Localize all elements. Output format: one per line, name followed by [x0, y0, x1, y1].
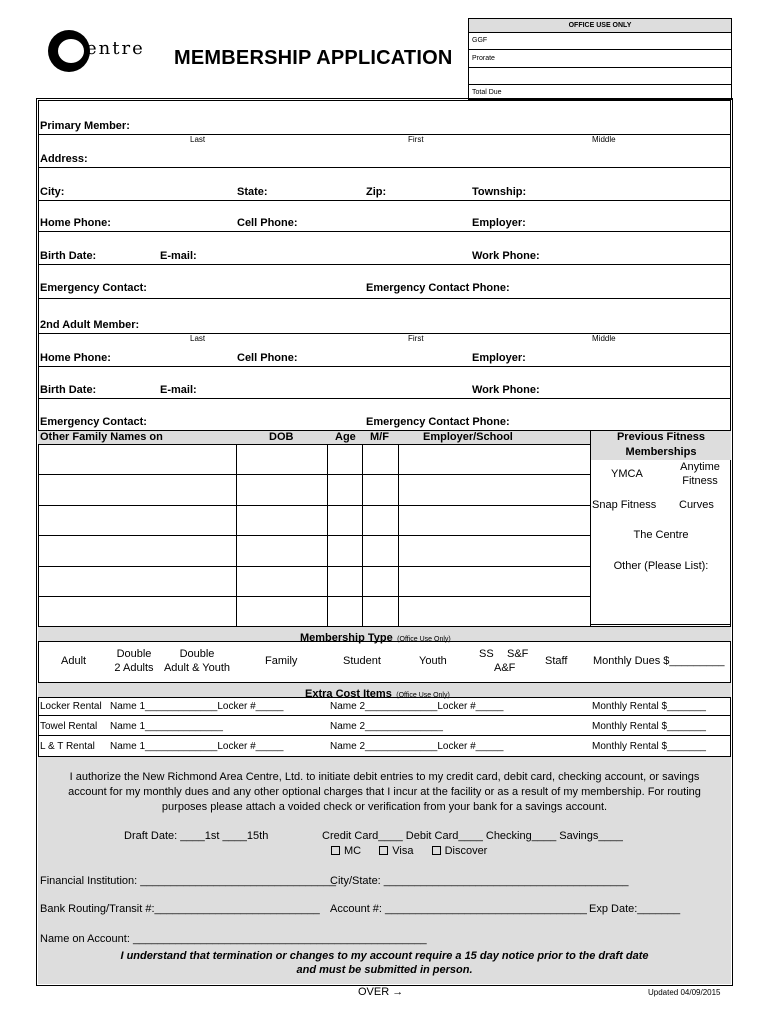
centre-logo — [48, 30, 158, 72]
card-types — [331, 845, 487, 857]
family-mf-header: M/F — [370, 431, 389, 443]
second-last-sub: Last — [190, 334, 206, 343]
mc-checkbox[interactable] — [331, 846, 340, 855]
visa-label: Visa — [392, 845, 414, 857]
auth-line-2: account for my monthly dues and any other optional charges that I incur at the facility or as a result of my membership. For routing — [68, 786, 701, 798]
family-dob-header: DOB — [269, 431, 294, 443]
name-on-account-field[interactable]: Name on Account: ________________________________________________ — [40, 933, 427, 945]
mem-double-2b[interactable]: Adult & Youth — [163, 662, 231, 674]
logo-c-mark — [48, 30, 90, 72]
office-row-blank[interactable] — [469, 68, 731, 85]
prev-other[interactable]: Other (Please List): — [613, 560, 709, 572]
previous-title-2: Memberships — [625, 446, 697, 458]
zip-label[interactable]: Zip: — [366, 186, 387, 198]
account-field[interactable]: Account #: _________________________________ — [330, 903, 587, 915]
office-use-heading: OFFICE USE ONLY — [469, 19, 731, 33]
membership-heading — [300, 628, 451, 646]
extra-note: (Office Use Only) — [396, 692, 450, 699]
draft-date[interactable]: Draft Date: ____1st ____15th — [124, 830, 269, 842]
membership-title: Membership Type — [300, 632, 393, 644]
exp-date-field[interactable]: Exp Date:_______ — [589, 903, 681, 915]
emergency-contact-label[interactable]: Emergency Contact: — [40, 282, 147, 294]
family-row[interactable] — [40, 476, 234, 504]
family-age-header: Age — [335, 431, 356, 443]
previous-title-1: Previous Fitness — [616, 431, 706, 443]
logo-text: entre — [86, 38, 145, 59]
mem-af[interactable]: A&F — [494, 662, 516, 674]
mem-student[interactable]: Student — [343, 655, 381, 667]
second-emergency-contact-label[interactable]: Emergency Contact: — [40, 416, 147, 428]
extra-type: Towel Rental — [40, 721, 98, 732]
mem-double-2a[interactable]: Double — [179, 648, 215, 660]
family-row[interactable] — [40, 568, 234, 595]
mem-sf[interactable]: S&F — [507, 648, 529, 660]
second-first-sub: First — [408, 334, 424, 343]
second-member-label[interactable]: 2nd Adult Member: — [40, 319, 140, 331]
over-label: OVER → — [358, 986, 404, 998]
payment-methods[interactable]: Credit Card____ Debit Card____ Checking____ Savings____ — [322, 830, 623, 842]
auth-line-3: purposes please attach a voided check or verification from your bank for a savings account. — [161, 801, 608, 813]
extra-name2[interactable]: Name 2_____________Locker #_____ — [330, 701, 504, 712]
mem-youth[interactable]: Youth — [419, 655, 447, 667]
notice-line-1: I understand that termination or changes to my account require a 15 day notice prior to the draft date — [120, 950, 649, 962]
second-emergency-phone-label[interactable]: Emergency Contact Phone: — [366, 416, 510, 428]
second-email-label[interactable]: E-mail: — [160, 384, 197, 396]
page-title: MEMBERSHIP APPLICATION — [174, 47, 453, 69]
mem-adult[interactable]: Adult — [61, 655, 87, 667]
mem-monthly-dues[interactable]: Monthly Dues $_________ — [593, 655, 725, 667]
discover-checkbox[interactable] — [432, 846, 441, 855]
prev-anytime-2[interactable]: Fitness — [682, 475, 718, 487]
second-work-phone-label[interactable]: Work Phone: — [472, 384, 540, 396]
updated-date: Updated 04/09/2015 — [648, 988, 721, 997]
cell-phone-label[interactable]: Cell Phone: — [237, 217, 298, 229]
mem-double-1b[interactable]: 2 Adults — [114, 662, 154, 674]
township-label[interactable]: Township: — [472, 186, 527, 198]
family-names-header: Other Family Names on — [40, 431, 163, 443]
mc-label: MC — [344, 845, 362, 857]
auth-line-1: I authorize the New Richmond Area Centre, Ltd. to initiate debit entries to my credit card, debit card, checking account, or savings — [69, 771, 700, 783]
primary-middle-sub: Middle — [592, 135, 616, 144]
employer-label[interactable]: Employer: — [472, 217, 526, 229]
second-employer-label[interactable]: Employer: — [472, 352, 526, 364]
financial-institution-field[interactable]: Financial Institution: ________________________________ — [40, 875, 337, 887]
family-row[interactable] — [40, 507, 234, 534]
prev-curves[interactable]: Curves — [679, 499, 714, 511]
prev-ymca[interactable]: YMCA — [611, 468, 643, 480]
office-row-ggf[interactable]: GGF — [469, 33, 731, 50]
mem-ss[interactable]: SS — [479, 648, 494, 660]
prev-centre[interactable]: The Centre — [633, 529, 689, 541]
membership-note: (Office Use Only) — [397, 636, 451, 643]
routing-field[interactable]: Bank Routing/Transit #:___________________________ — [40, 903, 320, 915]
office-row-total-due[interactable]: Total Due — [472, 89, 502, 96]
prev-snap[interactable]: Snap Fitness — [592, 499, 657, 511]
primary-first-sub: First — [408, 135, 424, 144]
work-phone-label[interactable]: Work Phone: — [472, 250, 540, 262]
birth-date-label[interactable]: Birth Date: — [40, 250, 97, 262]
extra-name2[interactable]: Name 2_____________Locker #_____ — [330, 741, 504, 752]
notice-line-2: and must be submitted in person. — [296, 964, 473, 976]
city-label[interactable]: City: — [40, 186, 65, 198]
second-middle-sub: Middle — [592, 334, 616, 343]
primary-last-sub: Last — [190, 135, 206, 144]
extra-name1[interactable]: Name 1______________ — [110, 721, 223, 732]
extra-rent[interactable]: Monthly Rental $_______ — [592, 721, 706, 732]
email-label[interactable]: E-mail: — [160, 250, 197, 262]
office-row-prorate[interactable]: Prorate — [469, 50, 731, 68]
extra-heading — [305, 684, 450, 702]
second-cell-phone-label[interactable]: Cell Phone: — [237, 352, 298, 364]
extra-rent[interactable]: Monthly Rental $_______ — [592, 701, 706, 712]
extra-name1[interactable]: Name 1_____________Locker #_____ — [110, 701, 284, 712]
second-birth-date-label[interactable]: Birth Date: — [40, 384, 97, 396]
visa-checkbox[interactable] — [379, 846, 388, 855]
family-row[interactable] — [40, 537, 234, 565]
extra-title: Extra Cost Items — [305, 688, 392, 700]
extra-name1[interactable]: Name 1_____________Locker #_____ — [110, 741, 284, 752]
family-employer-header: Employer/School — [423, 431, 513, 443]
mem-family[interactable]: Family — [265, 655, 298, 667]
extra-type: L & T Rental — [40, 741, 95, 752]
mem-double-1a[interactable]: Double — [116, 648, 152, 660]
extra-type: Locker Rental — [40, 701, 102, 712]
emergency-phone-label[interactable]: Emergency Contact Phone: — [366, 282, 510, 294]
family-row[interactable] — [40, 446, 234, 473]
primary-member-label[interactable]: Primary Member: — [40, 120, 130, 132]
prev-anytime-1[interactable]: Anytime — [680, 461, 720, 473]
second-home-phone-label[interactable]: Home Phone: — [40, 352, 111, 364]
address-label[interactable]: Address: — [40, 153, 88, 165]
extra-rent[interactable]: Monthly Rental $_______ — [592, 741, 706, 752]
office-use-box — [468, 18, 732, 100]
discover-label: Discover — [444, 845, 488, 857]
state-label[interactable]: State: — [237, 186, 268, 198]
home-phone-label[interactable]: Home Phone: — [40, 217, 111, 229]
extra-name2[interactable]: Name 2______________ — [330, 721, 443, 732]
city-state-field[interactable]: City/State: ________________________________________ — [330, 875, 629, 887]
mem-staff[interactable]: Staff — [545, 655, 568, 667]
family-row[interactable] — [40, 598, 234, 625]
